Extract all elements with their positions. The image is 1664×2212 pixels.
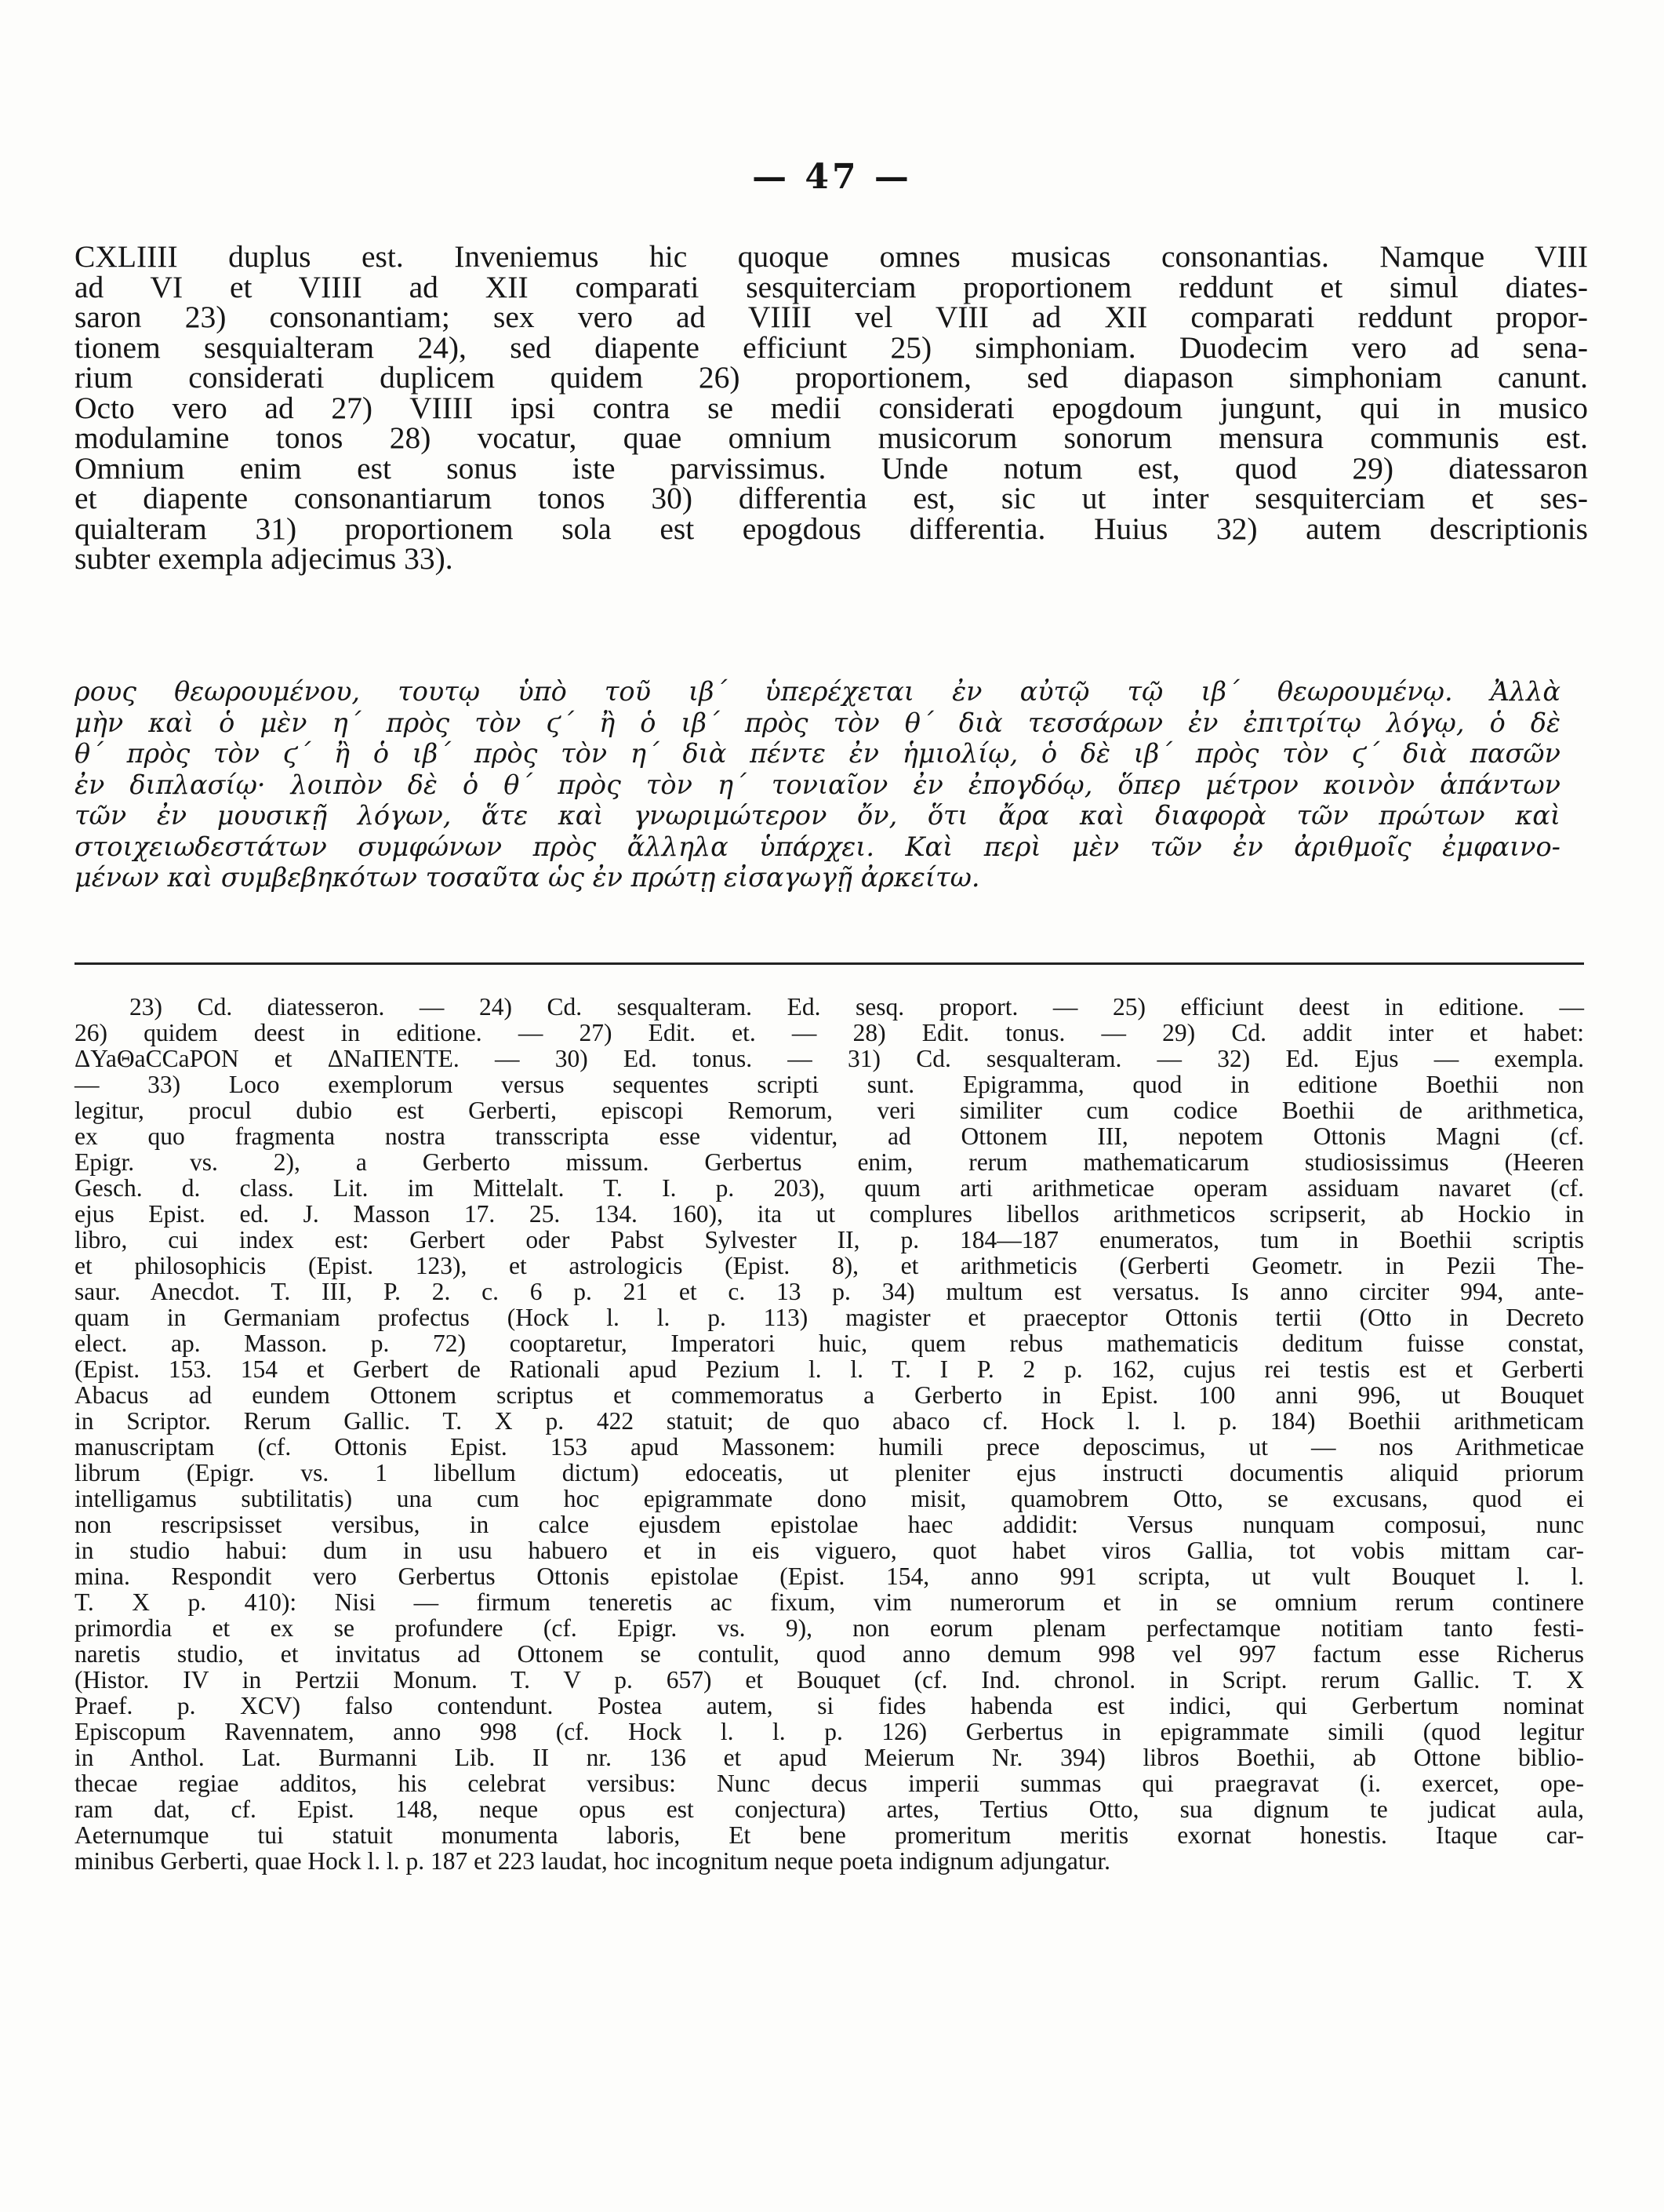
footnote-line: — 33) Loco exemplorum versus sequentes scripti sunt. Epigramma, quod in editione Boethii non — [74, 1071, 1584, 1098]
footnote-line: Abacus ad eundem Ottonem scriptus et commemoratus a Gerberto in Epist. 100 anni 996, ut Bouquet — [74, 1381, 1584, 1409]
footnote-line: et philosophicis (Epist. 123), et astrologicis (Epist. 8), et arithmeticis (Gerberti Geometr. in Pezii The- — [74, 1252, 1584, 1279]
footnote-line: in studio habui: dum in usu habuero et in eis viguero, quot habet viros Gallia, tot vobis mittam car- — [74, 1537, 1584, 1564]
latin-line: Omnium enim est sonus iste parvissimus. Unde notum est, quod 29) diatessaron — [74, 450, 1588, 486]
latin-line: rium considerati duplicem quidem 26) proportionem, sed diapason simphoniam canunt. — [74, 360, 1588, 395]
latin-line: modulamine tonos 28) vocatur, quae omnium musicorum sonorum mensura communis est. — [74, 420, 1588, 455]
footnote-line: 26) quidem deest in editione. — 27) Edit. et. — 28) Edit. tonus. — 29) Cd. addit inter et habet: — [74, 1019, 1584, 1046]
latin-line: tionem sesquialteram 24), sed diapente efficiunt 25) simphoniam. Duodecim vero ad sena- — [74, 329, 1588, 365]
footnote-line: T. X p. 410): Nisi — firmum teneretis ac fixum, vim numerorum et in se omnium rerum continere — [74, 1588, 1584, 1616]
greek-line: ρους θεωρουμένου, τουτῳ ὑπὸ τοῦ ιβ΄ ὑπερέχεται ἐν αὐτῷ τῷ ιβ΄ θεωρουμένῳ. Ἀλλὰ — [74, 676, 1560, 707]
footnote-line: manuscriptam (cf. Ottonis Epist. 153 apud Massonem: humili prece deposcimus, ut — nos Arithmeticae — [74, 1433, 1584, 1461]
footnote-line: naretis studio, et invitatus ad Ottonem se contulit, quod anno demum 998 vel 997 factum esse Richerus — [74, 1640, 1584, 1668]
footnote-line: Gesch. d. class. Lit. im Mittelalt. T. I. p. 203), quum arti arithmeticae operam assiduam navaret (cf. — [74, 1174, 1584, 1202]
footnote-line: Epigr. vs. 2), a Gerberto missum. Gerbertus enim, rerum mathematicarum studiosissimus (Heeren — [74, 1148, 1584, 1176]
latin-line: saron 23) consonantiam; sex vero ad VIIII vel VIII ad XII comparati reddunt propor- — [74, 300, 1588, 334]
latin-line: Octo vero ad 27) VIIII ipsi contra se medii considerati epogdoum jungunt, qui in musico — [74, 390, 1588, 425]
footnote-line: ex quo fragmenta nostra transscripta esse videntur, ad Ottonem III, nepotem Ottonis Magni (cf. — [74, 1122, 1584, 1150]
footnote-line: legitur, procul dubio est Gerberti, episcopi Remorum, veri similiter cum codice Boethii de arithmetica, — [74, 1097, 1584, 1124]
footnote-line: Episcopum Ravennatem, anno 998 (cf. Hock l. l. p. 126) Gerbertus in epigrammate simili (quod legitur — [74, 1718, 1584, 1745]
greek-line: μὴν καὶ ὁ μὲν η΄ πρὸς τὸν ϛ΄ ἢ ὁ ιβ΄ πρὸς τὸν θ΄ διὰ τεσσάρων ἐν ἐπιτρίτῳ λόγῳ, ὁ δὲ — [74, 707, 1560, 738]
greek-line: ἐν διπλασίῳ· λοιπὸν δὲ ὁ θ΄ πρὸς τὸν η΄ τονιαῖον ἐν ἐπογδόῳ, ὅπερ μέτρον κοινὸν ἁπάντων — [74, 769, 1560, 800]
latin-line: quialteram 31) proportionem sola est epogdous differentia. Huius 32) autem descriptionis — [74, 511, 1588, 546]
footnote-line: in Scriptor. Rerum Gallic. T. X p. 422 statuit; de quo abaco cf. Hock l. l. p. 184) Boethii arithmeticam — [74, 1407, 1584, 1435]
footnote-line: 23) Cd. diatesseron. — 24) Cd. sesqualteram. Ed. sesq. proport. — 25) efficiunt deest in editione. — — [129, 993, 1584, 1021]
footnote-line: ram dat, cf. Epist. 148, neque opus est conjectura) artes, Tertius Otto, sua dignum te judicat aula, — [74, 1795, 1584, 1823]
latin-line: ad VI et VIIII ad XII comparati sesquiterciam proportionem reddunt et simul diates- — [74, 269, 1588, 304]
footnote-line: librum (Epigr. vs. 1 libellum dictum) edoceatis, ut pleniter ejus instructi documentis aliquid priorum — [74, 1459, 1584, 1486]
footnote-line: non rescripsisset versibus, in calce ejusdem epistolae haec addidit: Versus nunquam composui, nunc — [74, 1511, 1584, 1538]
footnotes — [74, 994, 1584, 1874]
footnote-line: minibus Gerberti, quae Hock l. l. p. 187 et 223 laudat, hoc incognitum neque poeta indignum adjungatur. — [74, 1847, 1110, 1875]
greek-line: στοιχειωδεστάτων συμφώνων πρὸς ἄλληλα ὑπάρχει. Καὶ περὶ μὲν τῶν ἐν ἀριθμοῖς ἐμφαινο- — [74, 831, 1560, 862]
footnote-line: libro, cui index est: Gerbert oder Pabst Sylvester II, p. 184—187 enumeratos, tum in Boethii scriptis — [74, 1226, 1584, 1253]
latin-line: et diapente consonantiarum tonos 30) differentia est, sic ut inter sesquiterciam et ses- — [74, 481, 1588, 515]
footnote-line: saur. Anecdot. T. III, P. 2. c. 6 p. 21 et c. 13 p. 34) multum est versatus. Is anno circiter 994, ante- — [74, 1278, 1584, 1305]
footnote-line: (Epist. 153. 154 et Gerbert de Rationali apud Pezium l. l. T. I P. 2 p. 162, cujus rei testis est et Gerberti — [74, 1355, 1584, 1383]
greek-line: μένων καὶ συμβεβηκότων τοσαῦτα ὡς ἐν πρώτῃ εἰσαγωγῇ ἀρκείτω. — [74, 862, 980, 893]
footnote-line: elect. ap. Masson. p. 72) cooptaretur, Imperatori huic, quem rebus mathematicis deditum fuisse constat, — [74, 1330, 1584, 1357]
footnote-line: intelligamus subtilitatis) una cum hoc epigrammate dono misit, quamobrem Otto, se excusans, quod ei — [74, 1485, 1584, 1512]
greek-line: θ΄ πρὸς τὸν ϛ΄ ἢ ὁ ιβ΄ πρὸς τὸν η΄ διὰ πέντε ἐν ἡμιολίῳ, ὁ δὲ ιβ΄ πρὸς τὸν ϛ΄ διὰ πασῶν — [74, 738, 1560, 769]
latin-line: subter exempla adjecimus 33). — [74, 541, 453, 576]
latin-line: CXLIIII duplus est. Inveniemus hic quoque omnes musicas consonantias. Namque VIII — [74, 239, 1588, 274]
footnote-line: thecae regiae additos, his celebrat versibus: Nunc decus imperii summas qui praegravat (i. exercet, ope- — [74, 1770, 1584, 1797]
footnote-line: mina. Respondit vero Gerbertus Ottonis epistolae (Epist. 154, anno 991 scripta, ut vult Bouquet l. l. — [74, 1563, 1584, 1590]
latin-body-text — [74, 239, 1588, 576]
footnote-line: quam in Germaniam profectus (Hock l. l. p. 113) magister et praeceptor Ottonis tertii (Otto in Decreto — [74, 1304, 1584, 1331]
footnote-line: ejus Epist. ed. J. Masson 17. 25. 134. 160), ita ut complures libellos arithmeticos scripserit, ab Hockio in — [74, 1200, 1584, 1228]
greek-line: τῶν ἐν μουσικῇ λόγων, ἅτε καὶ γνωριμώτερον ὄν, ὅτι ἄρα καὶ διαφορὰ τῶν πρώτων καὶ — [74, 800, 1560, 831]
footnote-line: Aeternumque tui statuit monumenta laboris, Et bene promeritum meritis exornat honestis. Itaque car- — [74, 1821, 1584, 1849]
footnote-line: (Histor. IV in Pertzii Monum. T. V p. 657) et Bouquet (cf. Ind. chronol. in Script. rerum Gallic. T. X — [74, 1666, 1584, 1694]
page-number: — 47 — — [752, 157, 912, 197]
footnote-line: in Anthol. Lat. Burmanni Lib. II nr. 136 et apud Meierum Nr. 394) libros Boethii, ab Ottone biblio- — [74, 1744, 1584, 1771]
footnote-line: primordia et ex se profundere (cf. Epigr. vs. 9), non eorum plenam perfectamque notitiam tanto festi- — [74, 1614, 1584, 1642]
footnote-line: Praef. p. XCV) falso contendunt. Postea autem, si fides habenda est indici, qui Gerbertum nominat — [74, 1692, 1584, 1719]
footnote-line: ΔYaΘaCCaPON et ΔNaΠENTE. — 30) Ed. tonus. — 31) Cd. sesqualteram. — 32) Ed. Ejus — exempla. — [74, 1045, 1584, 1072]
footnote-divider — [74, 962, 1584, 965]
greek-body-text — [74, 676, 1560, 893]
